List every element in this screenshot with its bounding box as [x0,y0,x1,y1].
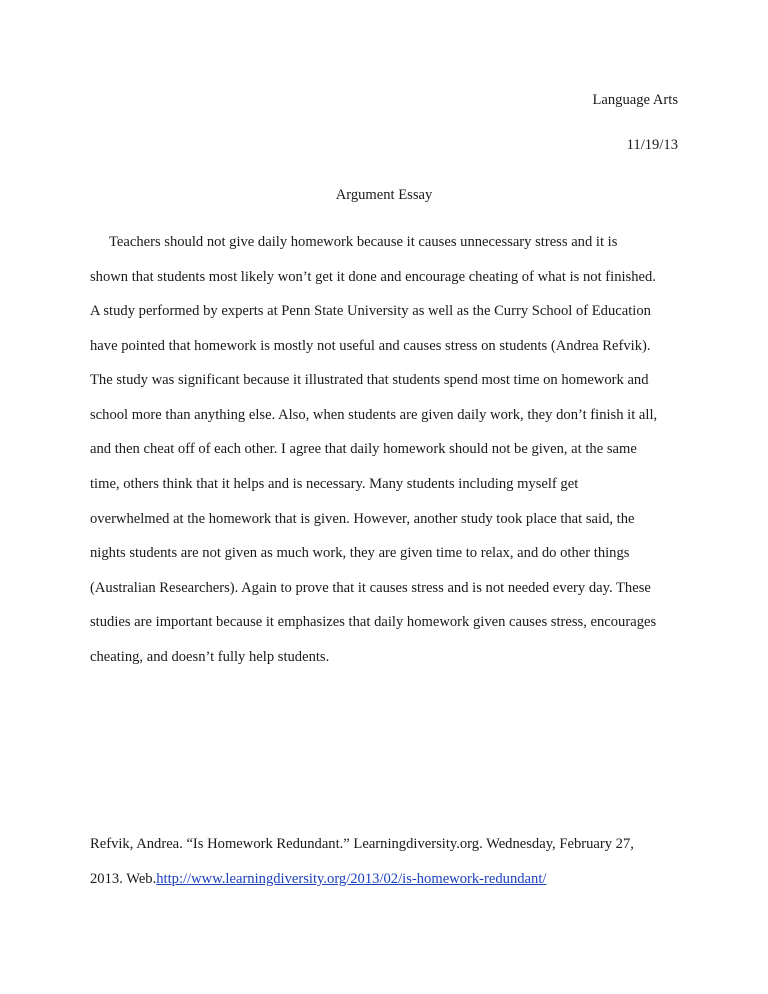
citation-line [90,870,546,888]
paragraph-line: shown that students most likely won’t get it done and encourage cheating of what is not finished. [90,269,656,285]
citation-prefix: 2013. Web. [90,871,157,887]
citation-link[interactable]: http://www.learningdiversity.org/2013/02/is-homework-redundant/ [156,871,547,887]
document-date: 11/19/13 [626,137,678,153]
paragraph-line: have pointed that homework is mostly not useful and causes stress on students (Andrea Refvik). [90,338,651,354]
paragraph-line: time, others think that it helps and is necessary. Many students including myself get [90,476,579,492]
paragraph-line: (Australian Researchers). Again to prove that it causes stress and is not needed every day. These [90,580,651,596]
paragraph-line: A study performed by experts at Penn State University as well as the Curry School of Education [90,303,651,319]
essay-title: Argument Essay [335,187,433,203]
paragraph-line: and then cheat off of each other. I agree that daily homework should not be given, at the same [90,441,637,457]
paragraph-line: Teachers should not give daily homework because it causes unnecessary stress and it is [109,234,618,250]
paragraph-line: The study was significant because it illustrated that students spend most time on homework and [90,372,649,388]
paragraph-line: overwhelmed at the homework that is given. However, another study took place that said, the [90,511,635,527]
paragraph-line: cheating, and doesn’t fully help students. [90,649,330,665]
paragraph-line: nights students are not given as much work, they are given time to relax, and do other things [90,545,630,561]
paragraph-line: school more than anything else. Also, when students are given daily work, they don’t finish it all, [90,407,658,423]
course-subject: Language Arts [592,92,678,108]
citation-line: Refvik, Andrea. “Is Homework Redundant.” Learningdiversity.org. Wednesday, February 27, [90,836,634,852]
paragraph-line: studies are important because it emphasizes that daily homework given causes stress, encourages [90,614,657,630]
